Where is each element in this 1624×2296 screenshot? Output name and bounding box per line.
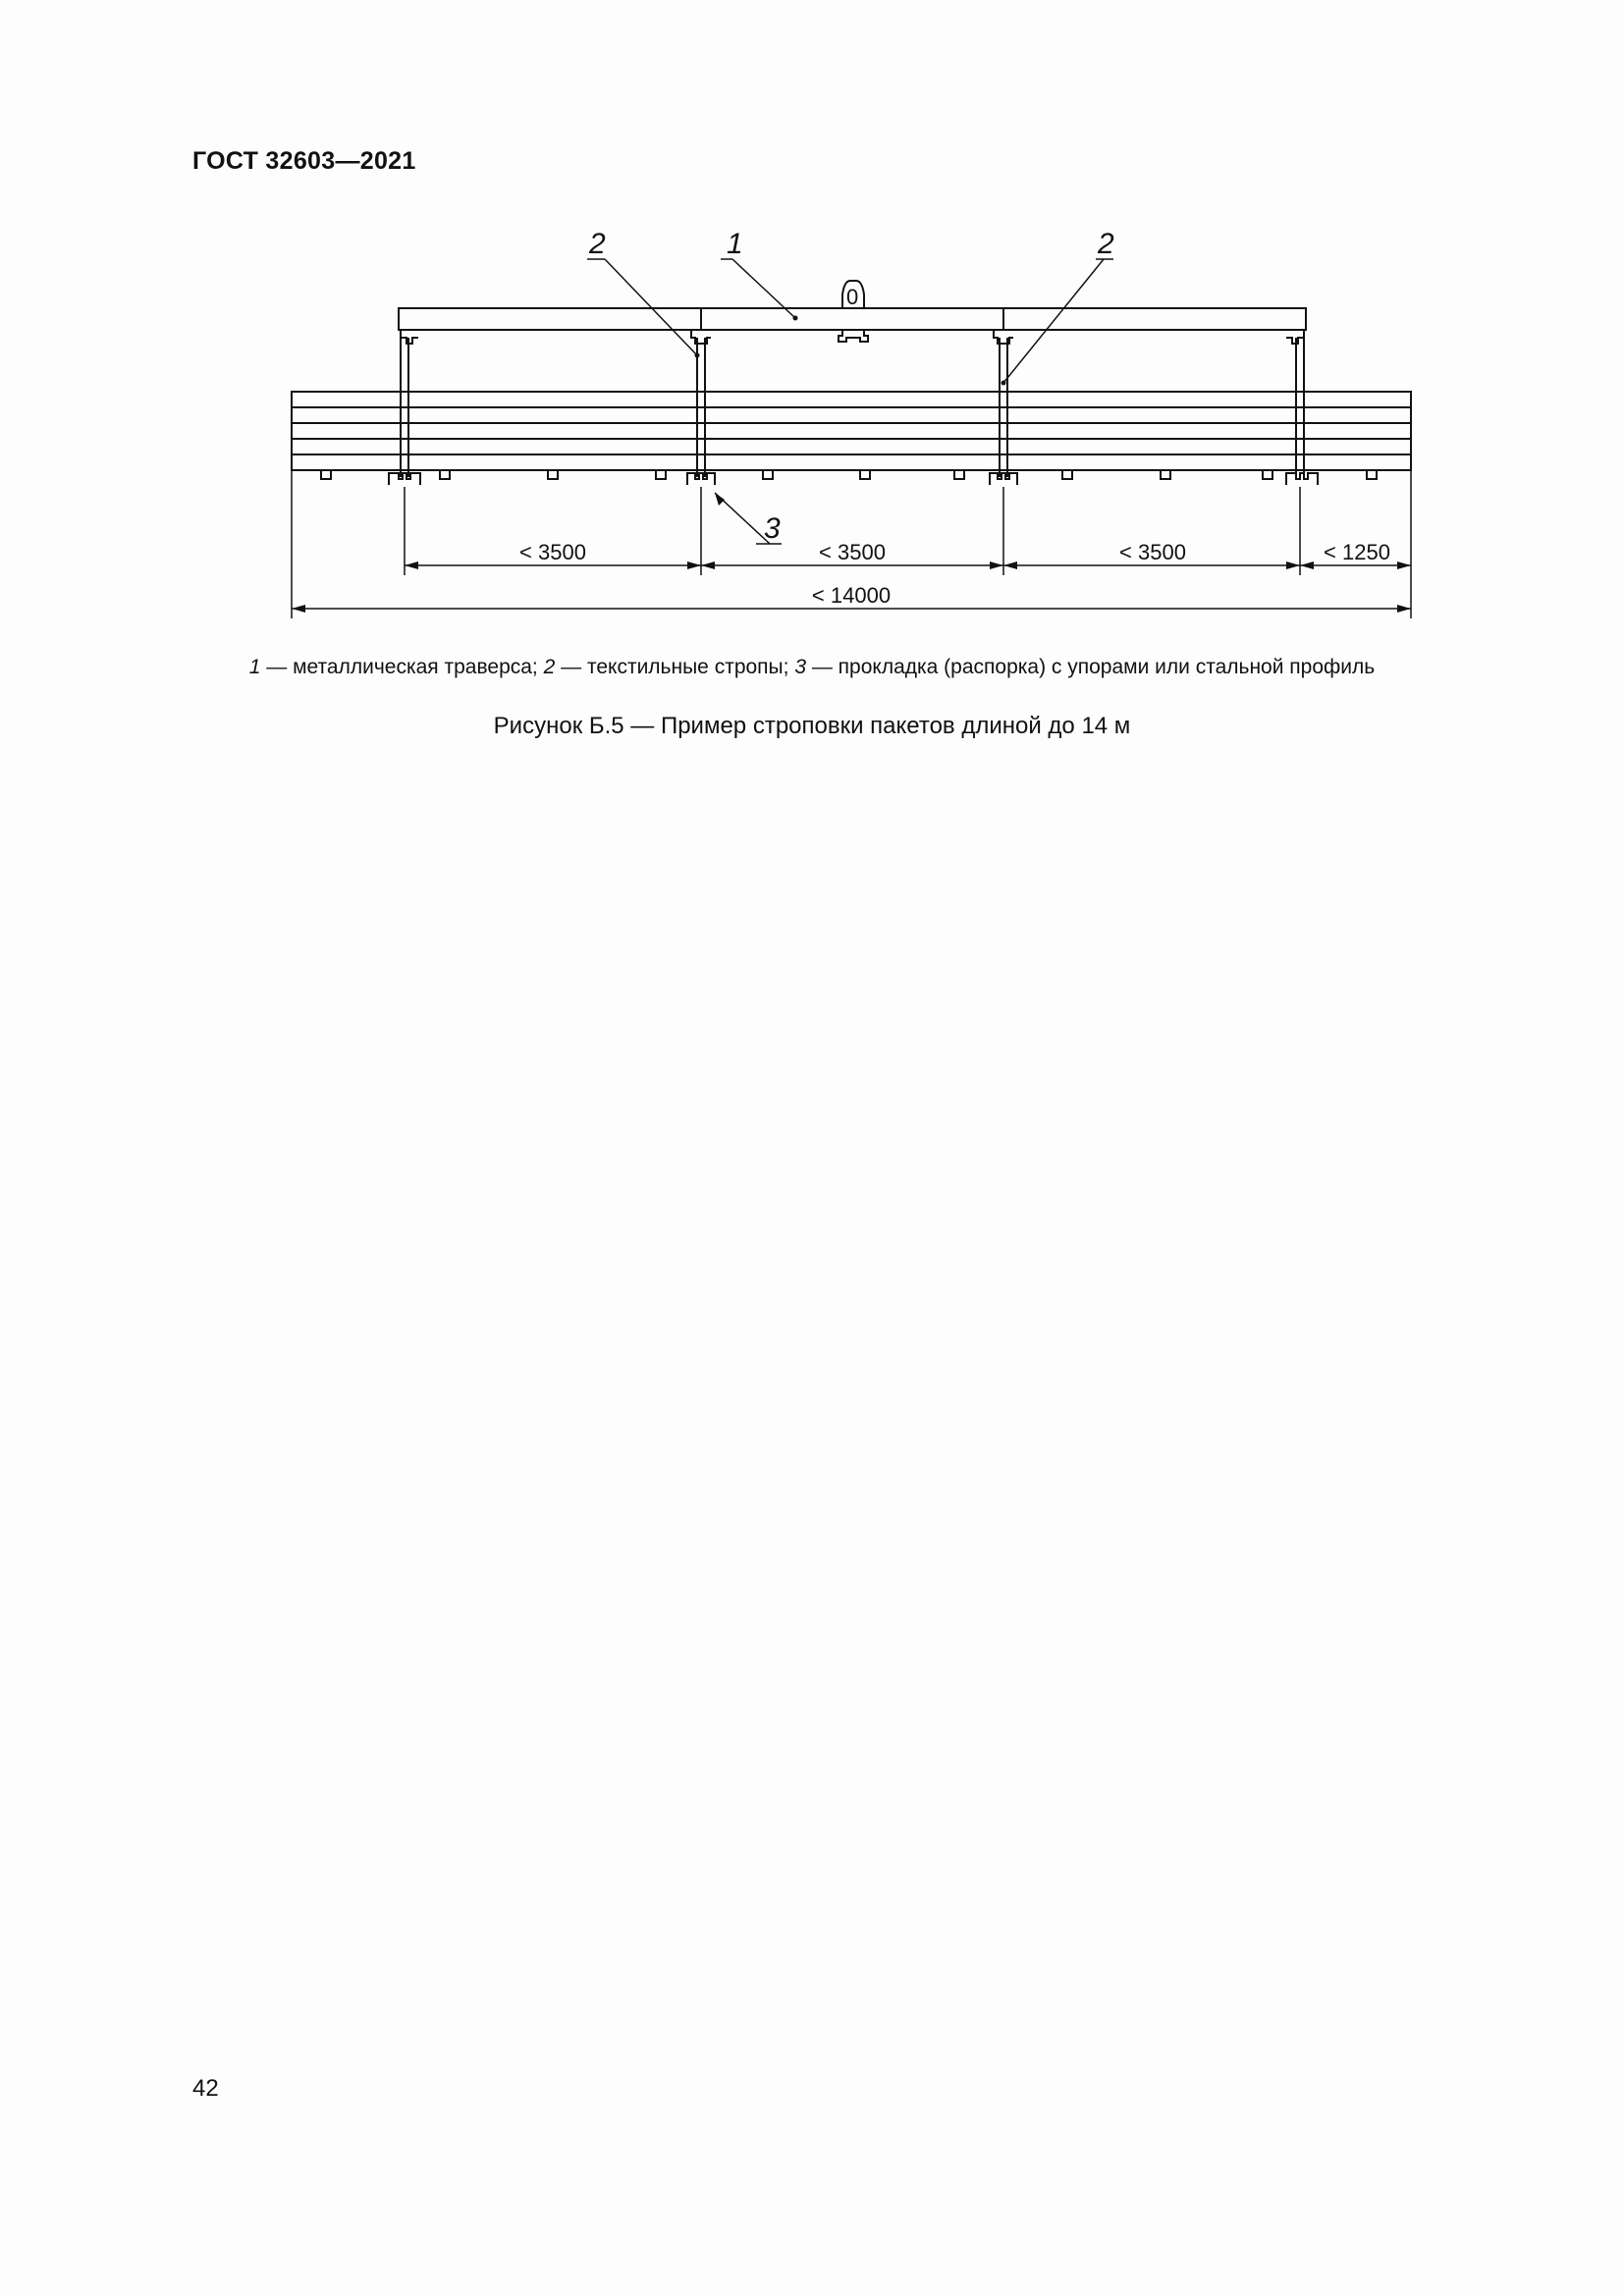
legend-item3-text: — прокладка (распорка) с упорами или стальной профиль [806, 656, 1376, 678]
pads [321, 470, 1377, 479]
spacers [389, 473, 1318, 485]
traverse-beam [399, 308, 1306, 330]
dimension-overhang: < 1250 [1324, 540, 1390, 564]
slinging-diagram [0, 0, 1624, 648]
dimension-span-1: < 3500 [519, 540, 586, 564]
figure-caption: Рисунок Б.5 — Пример строповки пакетов длиной до 14 м [493, 713, 1131, 739]
hook-label: 0 [846, 285, 859, 309]
page-number: 42 [192, 2075, 219, 2102]
callout-1: 1 [727, 228, 743, 260]
callout-2-left: 2 [589, 228, 606, 260]
dimension-total: < 14000 [811, 583, 892, 608]
figure-legend [0, 656, 1624, 679]
document-header: ГОСТ 32603—2021 [192, 147, 416, 175]
legend-item1-num: 1 [248, 656, 261, 678]
package-bundle [292, 392, 1411, 470]
legend-item2-num: 2 [543, 656, 556, 678]
dimension-span-3: < 3500 [1119, 540, 1186, 564]
legend-item3-num: 3 [794, 656, 806, 678]
callout-2-right: 2 [1098, 228, 1114, 260]
callout-3: 3 [764, 512, 781, 545]
legend-item1-text: — металлическая траверса; [260, 656, 544, 678]
legend-item2-text: — текстильные стропы; [555, 656, 795, 678]
dimension-span-2: < 3500 [819, 540, 886, 564]
